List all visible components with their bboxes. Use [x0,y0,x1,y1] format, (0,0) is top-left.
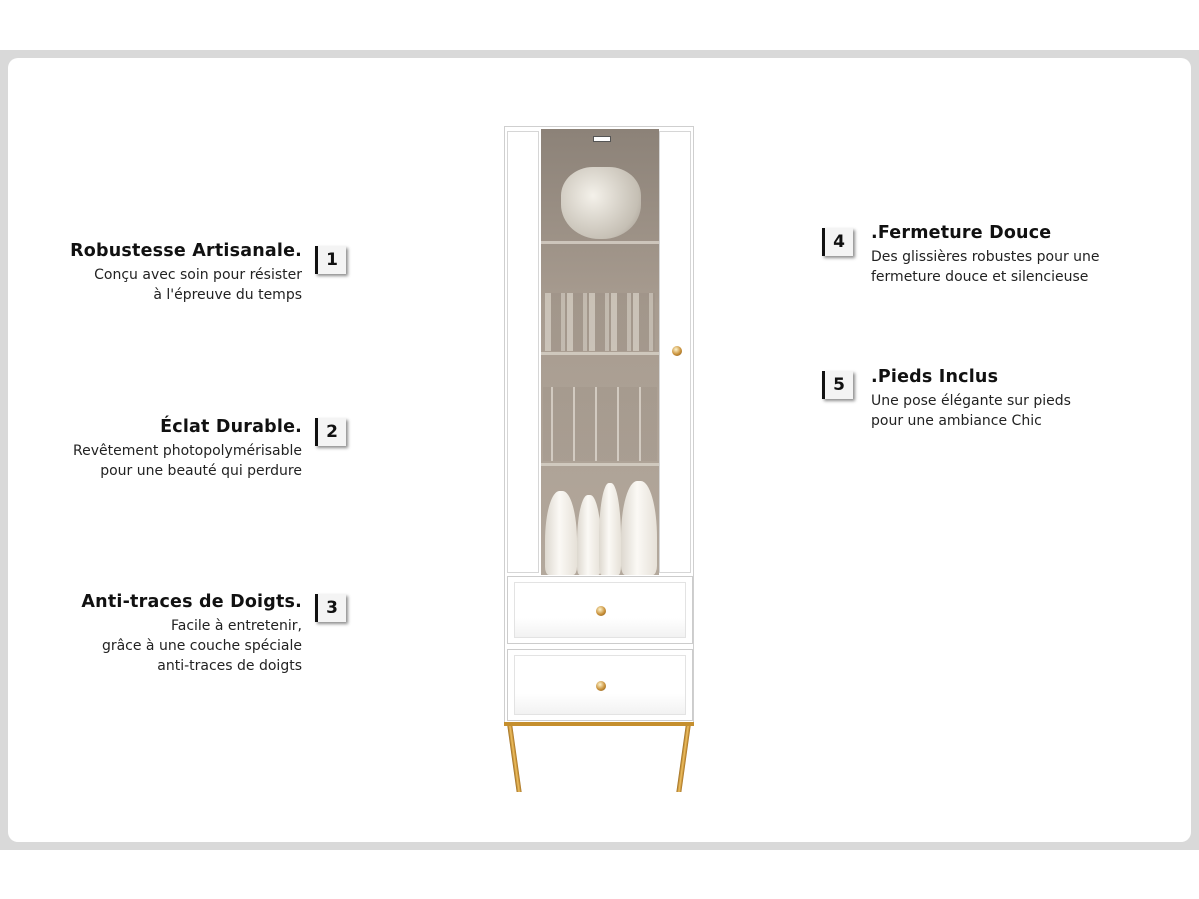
feature-title: .Fermeture Douce [871,223,1052,243]
feature-title: Éclat Durable. [160,417,302,437]
feature-description: Une pose élégante sur pieds pour une ambiance Chic [871,393,1071,429]
gold-leg [676,726,690,792]
feature-eclat [40,417,302,481]
cabinet-body [504,126,694,724]
feature-description: Des glissières robustes pour une fermeture douce et silencieuse [871,249,1100,285]
gold-base-rail [504,722,694,726]
glass-shelf [541,352,659,355]
white-vase [545,491,577,575]
feature-number-badge-4: 4 [822,228,853,256]
decorative-vase-icon [561,167,641,239]
white-vase [621,481,657,575]
feature-title: Anti-traces de Doigts. [81,592,302,612]
feature-fermeture [871,223,1151,287]
feature-description: Revêtement photopolymérisable pour une beauté qui perdure [73,443,302,479]
left-side-panel [507,131,539,573]
feature-pieds [871,367,1151,431]
feature-number-badge-2: 2 [315,418,346,446]
feature-description: Facile à entretenir, grâce à une couche spéciale anti-traces de doigts [101,618,302,674]
glass-display-area [541,129,659,575]
gold-leg [507,726,521,792]
white-vase [577,495,601,575]
wine-glasses [543,387,657,461]
led-light-icon [593,136,611,142]
feature-robustesse [40,241,302,305]
vitrine-cabinet-image [504,126,694,794]
feature-number-badge-3: 3 [315,594,346,622]
feature-number-badge-1: 1 [315,246,346,274]
glass-shelf [541,241,659,244]
lower-drawer [507,649,693,721]
glass-shelf [541,463,659,466]
upper-drawer [507,576,693,644]
white-vase [599,483,621,575]
tumbler-glasses [545,293,655,351]
feature-description: Conçu avec soin pour résister à l'épreuve du temps [94,267,302,303]
feature-number-badge-5: 5 [822,371,853,399]
drawer-knob-icon [596,681,606,691]
drawer-knob-icon [596,606,606,616]
door-knob-icon [672,346,682,356]
feature-title: .Pieds Inclus [871,367,999,387]
feature-title: Robustesse Artisanale. [70,241,302,261]
feature-anti-traces [40,592,302,676]
